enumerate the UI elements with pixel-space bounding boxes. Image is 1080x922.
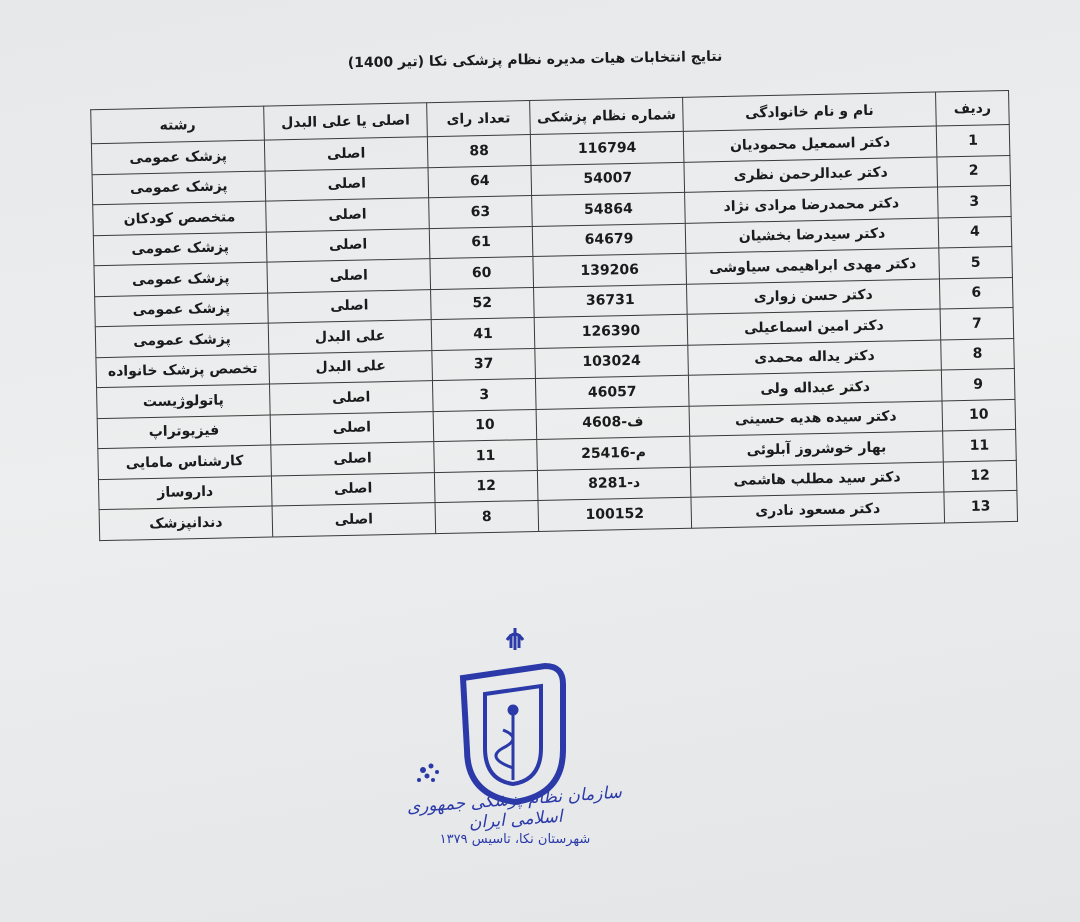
- full-name-cell: دکتر سیدرضا بخشیان: [685, 218, 939, 254]
- specialty-cell: پزشک عمومی: [94, 262, 268, 296]
- row-number-cell: 11: [943, 429, 1017, 461]
- row-number-cell: 9: [941, 368, 1015, 400]
- row-number-cell: 2: [937, 155, 1011, 187]
- results-sheet: [90, 90, 1018, 541]
- organization-branch: شهرستان نکا، تاسیس ۱۳۷۹: [439, 832, 591, 847]
- row-number-cell: 5: [939, 246, 1013, 278]
- header-medical-code: شماره نظام پزشکی: [530, 97, 684, 134]
- votes-cell: 12: [434, 470, 538, 503]
- member-type-cell: علی البدل: [268, 320, 432, 354]
- member-type-cell: اصلی: [266, 228, 430, 262]
- member-type-cell: اصلی: [264, 137, 428, 171]
- member-type-cell: اصلی: [268, 289, 432, 323]
- specialty-cell: دندانپزشک: [99, 506, 273, 540]
- specialty-cell: تخصص پزشک خانواده: [96, 354, 270, 388]
- votes-cell: 3: [432, 378, 536, 411]
- header-member-type: اصلی یا علی البدل: [264, 103, 428, 140]
- specialty-cell: پزشک عمومی: [93, 232, 267, 266]
- row-number-cell: 1: [936, 125, 1010, 157]
- member-type-cell: اصلی: [269, 381, 433, 415]
- medical-code-cell: 36731: [534, 284, 688, 318]
- specialty-cell: فیزیوتراپ: [97, 415, 271, 449]
- votes-cell: 8: [435, 500, 539, 533]
- row-number-cell: 6: [939, 277, 1013, 309]
- specialty-cell: پزشک عمومی: [95, 323, 269, 357]
- row-number-cell: 8: [941, 338, 1015, 370]
- member-type-cell: اصلی: [271, 472, 435, 506]
- row-number-cell: 13: [944, 490, 1018, 522]
- medical-code-cell: ف-4608: [536, 406, 690, 440]
- header-row-number: ردیف: [936, 91, 1010, 127]
- member-type-cell: اصلی: [272, 503, 436, 537]
- medical-code-cell: 126390: [534, 314, 688, 348]
- document-title: نتایج انتخابات هیات مدیره نظام پزشکی نکا (تیر 1400): [347, 48, 723, 72]
- full-name-cell: دکتر امین اسماعیلی: [687, 309, 941, 345]
- full-name-cell: دکتر عبدالرحمن نظری: [684, 157, 938, 193]
- specialty-cell: داروساز: [98, 476, 272, 510]
- header-votes: تعداد رای: [427, 101, 531, 137]
- votes-cell: 64: [428, 165, 532, 198]
- full-name-cell: دکتر محمدرضا مرادی نژاد: [685, 187, 939, 223]
- row-number-cell: 10: [942, 399, 1016, 431]
- member-type-cell: علی البدل: [269, 350, 433, 384]
- full-name-cell: دکتر اسمعیل محمودیان: [683, 126, 937, 162]
- table-body: [91, 125, 1017, 541]
- full-name-cell: بهار خوشروز آبلوئی: [690, 431, 944, 467]
- header-full-name: نام و نام خانوادگی: [683, 92, 937, 131]
- medical-code-cell: م-25416: [537, 436, 691, 470]
- member-type-cell: اصلی: [270, 411, 434, 445]
- specialty-cell: پاتولوژیست: [97, 384, 271, 418]
- member-type-cell: اصلی: [266, 198, 430, 232]
- specialty-cell: پزشک عمومی: [95, 293, 269, 327]
- votes-cell: 88: [427, 135, 531, 168]
- full-name-cell: دکتر سید مطلب هاشمی: [690, 461, 944, 497]
- specialty-cell: کارشناس مامایی: [98, 445, 272, 479]
- medical-code-cell: 116794: [530, 131, 684, 165]
- votes-cell: 11: [434, 439, 538, 472]
- full-name-cell: دکتر مهدی ابراهیمی سیاوشی: [686, 248, 940, 284]
- full-name-cell: دکتر یداله محمدی: [688, 339, 942, 375]
- votes-cell: 60: [430, 257, 534, 290]
- row-number-cell: 12: [943, 460, 1017, 492]
- member-type-cell: اصلی: [271, 442, 435, 476]
- medical-code-cell: 103024: [535, 345, 689, 379]
- specialty-cell: پزشک عمومی: [92, 171, 266, 205]
- row-number-cell: 7: [940, 307, 1014, 339]
- member-type-cell: اصلی: [267, 259, 431, 293]
- votes-cell: 10: [433, 409, 537, 442]
- header-specialty: رشته: [91, 106, 265, 144]
- votes-cell: 52: [431, 287, 535, 320]
- specialty-cell: متخصص کودکان: [93, 201, 267, 235]
- full-name-cell: دکتر عبداله ولی: [688, 370, 942, 406]
- election-results-table: [90, 90, 1018, 541]
- full-name-cell: دکتر سیده هدیه حسینی: [689, 400, 943, 436]
- specialty-cell: پزشک عمومی: [91, 140, 265, 174]
- organization-name: سازمان نظام پزشکی جمهوری اسلامی ایران: [406, 782, 623, 834]
- votes-cell: 41: [431, 317, 535, 350]
- medical-code-cell: 54007: [531, 162, 685, 196]
- votes-cell: 61: [429, 226, 533, 259]
- full-name-cell: دکتر حسن زواری: [686, 278, 940, 314]
- medical-code-cell: د-8281: [537, 467, 691, 501]
- full-name-cell: دکتر مسعود نادری: [691, 492, 945, 528]
- medical-code-cell: 54864: [532, 192, 686, 226]
- row-number-cell: 4: [938, 216, 1012, 248]
- member-type-cell: اصلی: [265, 167, 429, 201]
- medical-code-cell: 100152: [538, 497, 692, 531]
- medical-code-cell: 46057: [535, 375, 689, 409]
- medical-code-cell: 139206: [533, 253, 687, 287]
- row-number-cell: 3: [938, 185, 1012, 217]
- votes-cell: 63: [429, 196, 533, 229]
- votes-cell: 37: [432, 348, 536, 381]
- medical-code-cell: 64679: [532, 223, 686, 257]
